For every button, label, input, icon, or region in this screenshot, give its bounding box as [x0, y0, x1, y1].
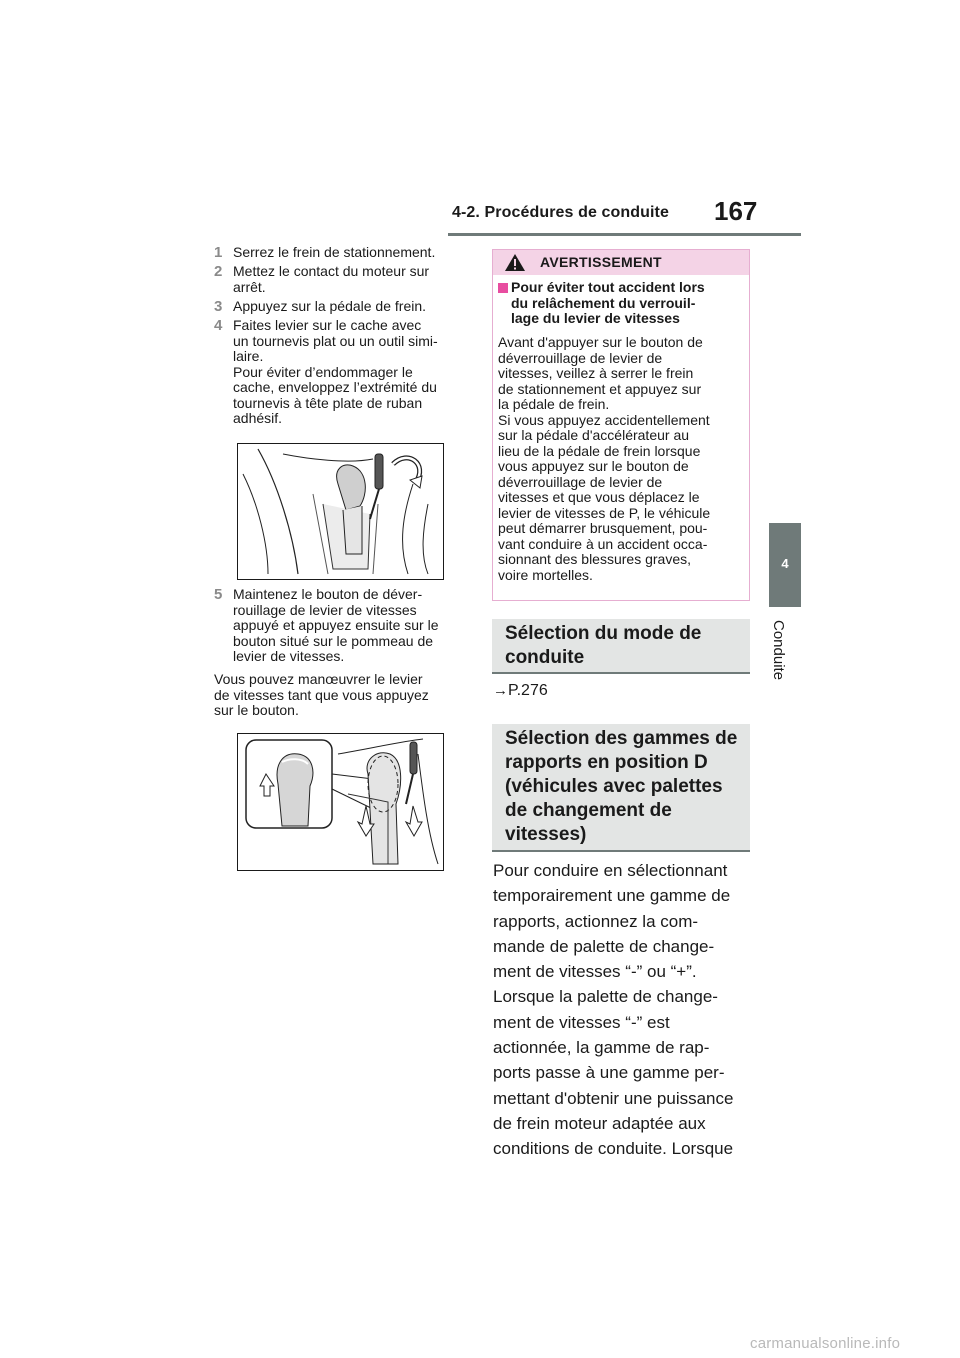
- figure-screwdriver-cover: [237, 443, 444, 580]
- note-paragraph: Vous pouvez manœuvrer le levier de vitesses tant que vous appuyez sur le bouton.: [214, 671, 429, 718]
- body-paragraph: Pour conduire en sélectionnant temporairement une gamme de rapports, actionnez la com- mande de palette de change- ment de vitesses “-” ou “+”. Lorsque la palette de change- ment de vitesses “-” est actionnée, la gamme de rap- ports passe à une gamme per- mettant d'obtenir une puissance de frein moteur adaptée aux conditions de conduite. Lorsque: [493, 861, 734, 1159]
- chapter-label: Conduite: [770, 620, 787, 681]
- section-header-gear-range: [492, 724, 750, 852]
- step-text: Maintenez le bouton de déver- rouillage de levier de vitesses appuyé et appuyez ensuite sur le bouton situé sur le pommeau de levier de vitesses.: [233, 586, 439, 664]
- page-reference-link[interactable]: [493, 682, 548, 700]
- step-text: Faites levier sur le cache avec un tournevis plat ou un outil simi- laire. Pour éviter d’endommager le cache, enveloppez l’extrémité du tournevis à tête plate de ruban adhésif.: [233, 317, 438, 426]
- step-number: 4: [214, 317, 223, 334]
- section-header-drive-mode: [492, 619, 750, 674]
- figure-release-button: [237, 733, 444, 871]
- header-rule: [448, 233, 801, 236]
- bullet-square-icon: [498, 283, 508, 293]
- section-title: Sélection du mode de conduite: [505, 623, 702, 668]
- reference-text: P.276: [508, 682, 548, 699]
- step-text: Appuyez sur la pédale de frein.: [233, 298, 427, 314]
- watermark: carmanualsonline.info: [750, 1335, 901, 1352]
- warning-subtitle: Pour éviter tout accident lors du relâchement du verrouil- lage du levier de vitesses: [511, 279, 705, 326]
- step-number: 5: [214, 586, 223, 603]
- step-number: 1: [214, 244, 223, 261]
- warning-body: Avant d'appuyer sur le bouton de déverrouillage de levier de vitesses, veillez à serrer le frein de stationnement et appuyez sur la pédale de frein. Si vous appuyez accidentellement sur la pédale d'accélérateur au lieu de la pédale de frein lorsque vous appuyez sur le bouton de déverrouillage de levier de vitesses et que vous déplacez le levier de vitesses de P, le véhicule peut démarrer brusquement, pou- vant conduire à un accident occa- sionnant des blessures graves, voire mortelles.: [498, 334, 711, 583]
- step-text: Serrez le frein de stationnement.: [233, 244, 436, 260]
- page-number: 167: [714, 196, 758, 226]
- warning-title: AVERTISSEMENT: [540, 254, 662, 270]
- chapter-number: 4: [781, 556, 789, 571]
- step-number: 3: [214, 298, 223, 315]
- arrow-right-icon: →: [493, 682, 508, 699]
- step-text: Mettez le contact du moteur sur arrêt.: [233, 263, 430, 295]
- section-title: 4-2. Procédures de conduite: [452, 204, 669, 221]
- step-number: 2: [214, 263, 223, 280]
- section-title: Sélection des gammes de rapports en position D (véhicules avec palettes de changement de vitesses): [505, 728, 738, 845]
- warning-triangle-icon: [504, 253, 526, 277]
